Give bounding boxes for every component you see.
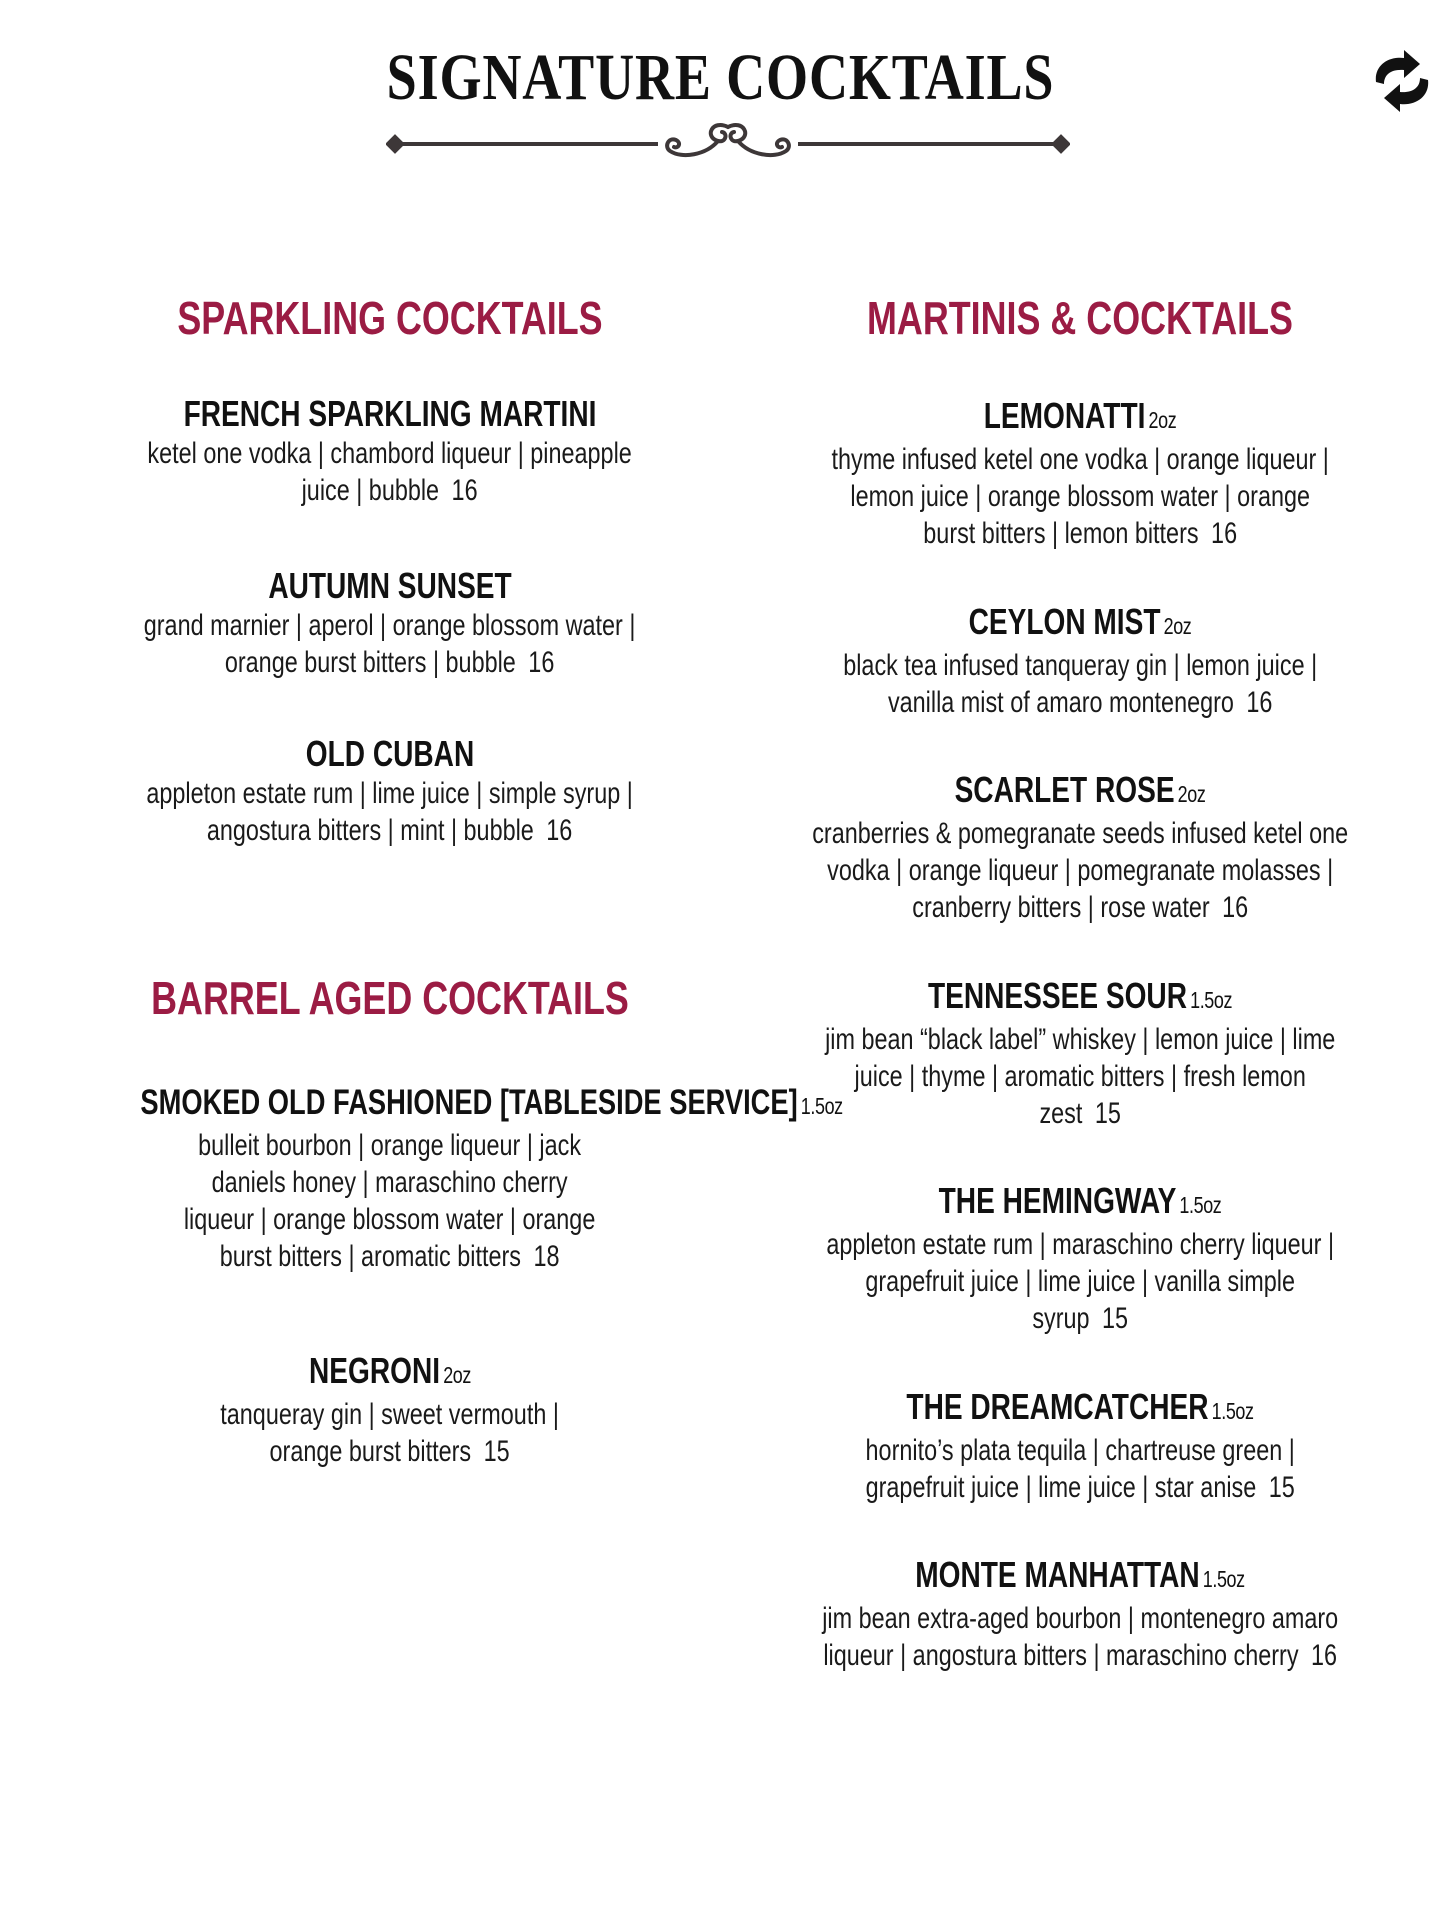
item-size: 1.5oz <box>1179 1192 1222 1218</box>
item-price: 15 <box>1268 1471 1295 1504</box>
item-description: black tea infused tanqueray gin | lemon juice | vanilla mist of amaro montenegro 16 <box>843 649 1317 719</box>
menu-item <box>790 769 1370 926</box>
item-name: LEMONATTI 2oz <box>983 395 1177 436</box>
item-price: 16 <box>451 474 478 507</box>
item-name: TENNESSEE SOUR 1.5oz <box>927 975 1233 1016</box>
refresh-icon[interactable] <box>1368 48 1436 114</box>
item-name: SMOKED OLD FASHIONED [TABLESIDE SERVICE] 1.5oz <box>140 1083 843 1122</box>
item-price: 18 <box>533 1240 560 1273</box>
menu-item <box>70 1082 843 1275</box>
menu-item <box>790 1554 1370 1674</box>
menu-item <box>70 393 710 509</box>
section-heading-barrel: BARREL AGED COCKTAILS <box>151 972 629 1024</box>
item-name: SCARLET ROSE 2oz <box>954 769 1206 810</box>
section-heading-sparkling: SPARKLING COCKTAILS <box>177 292 603 344</box>
item-description: ketel one vodka | chambord liqueur | pineapple juice | bubble 16 <box>147 437 633 507</box>
item-size: 2oz <box>1148 407 1177 433</box>
page-title: SIGNATURE COCKTAILS <box>386 41 1055 114</box>
item-name: THE DREAMCATCHER 1.5oz <box>906 1386 1254 1427</box>
item-price: 16 <box>1221 891 1248 924</box>
item-name: AUTUMN SUNSET <box>268 565 512 606</box>
item-price: 16 <box>1246 686 1273 719</box>
ornamental-divider <box>386 115 1070 173</box>
item-description: cranberries & pomegranate seeds infused ketel one vodka | orange liqueur | pomegranate molasses | cranberry bitters | rose water 16 <box>812 817 1348 924</box>
section-heading-martinis: MARTINIS & COCKTAILS <box>867 292 1293 344</box>
item-description: tanqueray gin | sweet vermouth | orange burst bitters 15 <box>220 1398 560 1468</box>
item-description: appleton estate rum | maraschino cherry liqueur | grapefruit juice | lime juice | vanilla simple syrup 15 <box>826 1228 1334 1335</box>
item-price: 15 <box>1094 1097 1121 1130</box>
item-description: jim bean extra-aged bourbon | montenegro amaro liqueur | angostura bitters | maraschino cherry 16 <box>822 1602 1338 1672</box>
item-price: 16 <box>1210 517 1237 550</box>
item-price: 16 <box>1310 1639 1337 1672</box>
item-price: 16 <box>528 646 555 679</box>
item-name: CEYLON MIST 2oz <box>968 601 1192 642</box>
item-description: hornito’s plata tequila | chartreuse green | grapefruit juice | lime juice | star anise 15 <box>865 1434 1295 1504</box>
item-description: appleton estate rum | lime juice | simple syrup | angostura bitters | mint | bubble 16 <box>146 777 634 847</box>
item-size: 2oz <box>1177 781 1206 807</box>
item-size: 2oz <box>443 1362 471 1388</box>
menu-item <box>70 565 710 681</box>
menu-item <box>790 1180 1370 1337</box>
item-price: 16 <box>546 814 573 847</box>
item-price: 15 <box>484 1435 511 1468</box>
item-name: OLD CUBAN <box>305 733 475 774</box>
item-name: MONTE MANHATTAN 1.5oz <box>915 1554 1245 1595</box>
menu-item <box>790 1386 1370 1506</box>
item-description: grand marnier | aperol | orange blossom water | orange burst bitters | bubble 16 <box>144 609 636 679</box>
menu-item <box>790 395 1370 552</box>
item-size: 1.5oz <box>1202 1566 1245 1592</box>
item-name: NEGRONI 2oz <box>309 1350 471 1391</box>
item-size: 1.5oz <box>800 1093 843 1119</box>
item-description: jim bean “black label” whiskey | lemon juice | lime juice | thyme | aromatic bitters | fresh lemon zest 15 <box>824 1023 1336 1130</box>
item-description: thyme infused ketel one vodka | orange liqueur | lemon juice | orange blossom water | orange burst bitters | lemon bitters 16 <box>831 443 1329 550</box>
menu-item <box>790 601 1370 721</box>
menu-item <box>70 733 710 849</box>
menu-item <box>70 1350 710 1470</box>
item-size: 1.5oz <box>1211 1398 1254 1424</box>
item-name: THE HEMINGWAY 1.5oz <box>938 1180 1222 1221</box>
item-size: 1.5oz <box>1190 987 1233 1013</box>
item-price: 15 <box>1101 1302 1128 1335</box>
menu-item <box>790 975 1370 1132</box>
item-size: 2oz <box>1163 613 1192 639</box>
item-description: bulleit bourbon | orange liqueur | jack daniels honey | maraschino cherry liqueur | orange blossom water | orange burst bitters | aromatic bitters 18 <box>184 1129 596 1273</box>
item-name: FRENCH SPARKLING MARTINI <box>183 393 597 434</box>
